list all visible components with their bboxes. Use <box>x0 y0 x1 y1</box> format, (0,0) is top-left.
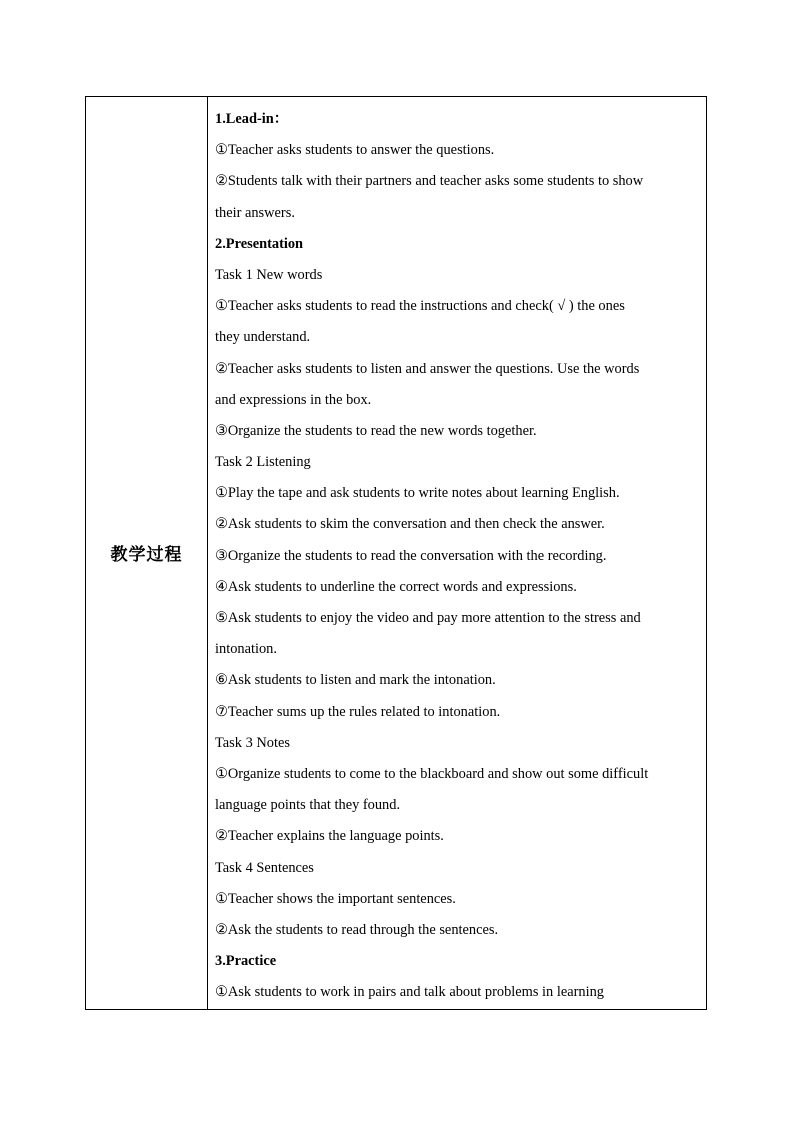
content-line: ①Play the tape and ask students to write notes about learning English. <box>215 485 620 502</box>
content-line: ②Students talk with their partners and teacher asks some students to show <box>215 173 644 190</box>
content-line: they understand. <box>215 329 311 346</box>
content-line: ①Organize students to come to the blackboard and show out some difficult <box>215 765 649 782</box>
content-line: ②Teacher asks students to listen and answer the questions. Use the words <box>215 360 640 377</box>
content-line: ①Teacher asks students to read the instructions and check( √ ) the ones <box>215 298 625 315</box>
content-line: ③Organize the students to read the new words together. <box>215 422 537 439</box>
lesson-plan-table <box>85 96 707 1010</box>
section-label-cell <box>86 97 208 1009</box>
content-line: ⑥Ask students to listen and mark the intonation. <box>215 672 496 689</box>
content-line: ③Organize the students to read the conversation with the recording. <box>215 547 607 564</box>
content-line: Task 1 New words <box>215 266 323 283</box>
section-heading: 3.Practice <box>215 953 277 970</box>
section-content-cell <box>208 97 706 1009</box>
content-line: Task 4 Sentences <box>215 859 314 876</box>
content-line: ④Ask students to underline the correct words and expressions. <box>215 578 577 595</box>
content-line: their answers. <box>215 204 295 221</box>
content-line: ①Ask students to work in pairs and talk about problems in learning <box>215 984 604 1001</box>
content-line: ①Teacher shows the important sentences. <box>215 890 456 907</box>
section-label: 教学过程 <box>110 544 183 565</box>
content-line: ①Teacher asks students to answer the questions. <box>215 142 495 159</box>
content-line: intonation. <box>215 641 277 658</box>
content-line: ②Teacher explains the language points. <box>215 828 444 845</box>
content-line: language points that they found. <box>215 797 401 814</box>
content-line: Task 3 Notes <box>215 734 290 751</box>
section-heading: 1.Lead-in： <box>215 111 289 127</box>
content-line: Task 2 Listening <box>215 454 311 471</box>
content-line: ⑦Teacher sums up the rules related to intonation. <box>215 703 501 720</box>
content-line: and expressions in the box. <box>215 391 372 408</box>
content-line: ②Ask students to skim the conversation and then check the answer. <box>215 516 605 533</box>
section-heading: 2.Presentation <box>215 235 304 252</box>
content-line: ⑤Ask students to enjoy the video and pay more attention to the stress and <box>215 610 641 626</box>
content-line: ②Ask the students to read through the sentences. <box>215 921 499 938</box>
